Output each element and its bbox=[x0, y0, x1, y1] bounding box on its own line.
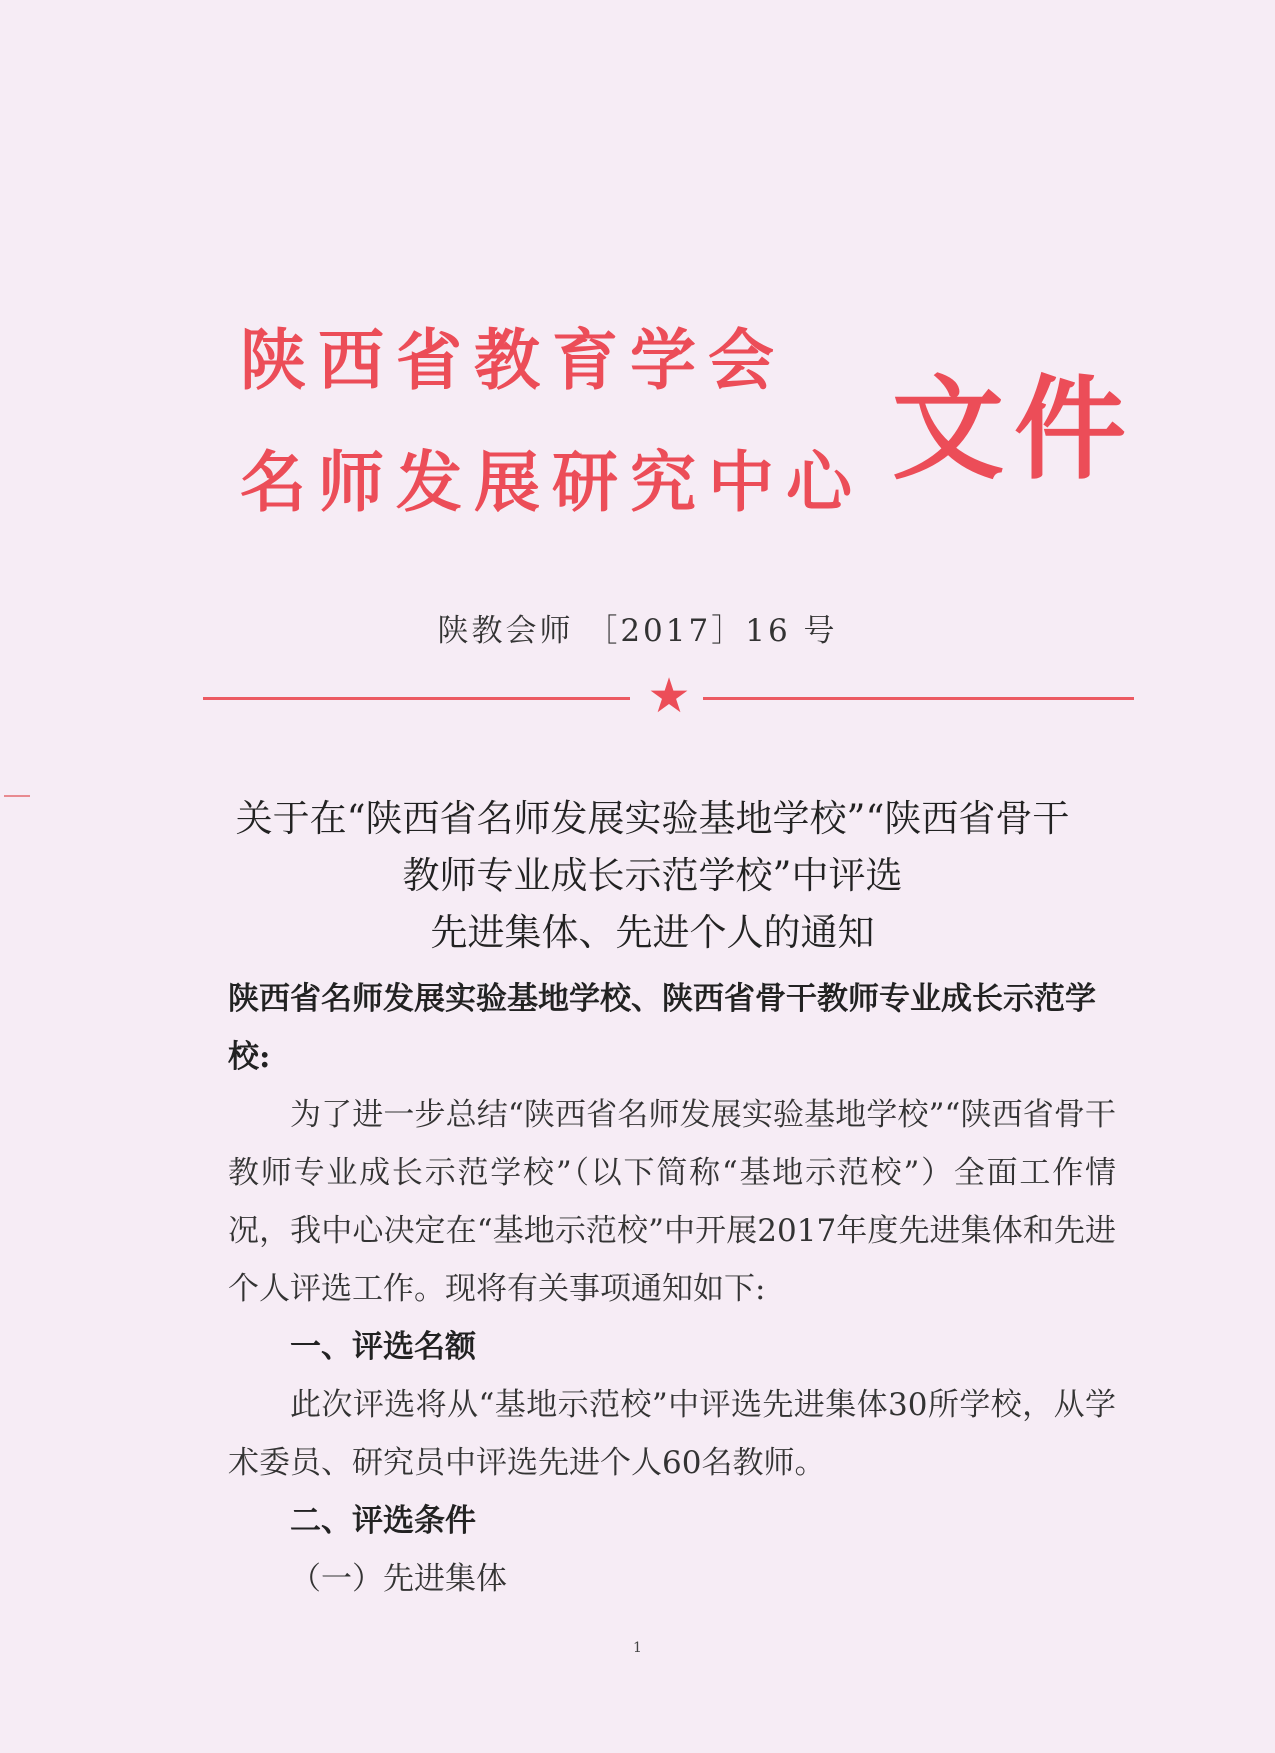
intro-paragraph: 为了进一步总结“陕西省名师发展实验基地学校”“陕西省骨干教师专业成长示范学校”（以下简称“基地示范校”）全面工作情况，我中心决定在“基地示范校”中开展2017年度先进集体和先进个人评选工作。现将有关事项通知如下: bbox=[228, 1097, 1116, 1307]
document-label: 文件 bbox=[892, 365, 1136, 495]
star-icon: ★ bbox=[647, 668, 691, 724]
issuing-organization bbox=[240, 300, 864, 544]
section1-paragraph: 此次评选将从“基地示范校”中评选先进集体30所学校，从学术委员、研究员中评选先进个人60名教师。 bbox=[228, 1387, 1116, 1481]
title-line2: 教师专业成长示范学校”中评选 bbox=[402, 854, 903, 897]
title-line3: 先进集体、先进个人的通知 bbox=[430, 911, 875, 954]
section2-heading: 二、评选条件 bbox=[290, 1503, 476, 1539]
section2-subheading: （一）先进集体 bbox=[290, 1561, 507, 1597]
notice-body bbox=[228, 970, 1116, 1608]
section1-heading: 一、评选名额 bbox=[290, 1329, 476, 1365]
page-number: 1 bbox=[633, 1640, 642, 1656]
document-number: 陕教会师 ［2017］16 号 bbox=[437, 613, 838, 649]
scan-mark bbox=[4, 795, 30, 797]
notice-title bbox=[190, 790, 1115, 961]
org-name-line1: 陕西省教育学会 bbox=[240, 322, 786, 399]
red-divider-right bbox=[703, 697, 1134, 700]
addressee: 陕西省名师发展实验基地学校、陕西省骨干教师专业成长示范学校: bbox=[228, 981, 1096, 1075]
title-line1: 关于在“陕西省名师发展实验基地学校”“陕西省骨干 bbox=[235, 797, 1070, 840]
org-name-line2: 名师发展研究中心 bbox=[240, 444, 864, 521]
red-divider-left bbox=[203, 697, 630, 700]
